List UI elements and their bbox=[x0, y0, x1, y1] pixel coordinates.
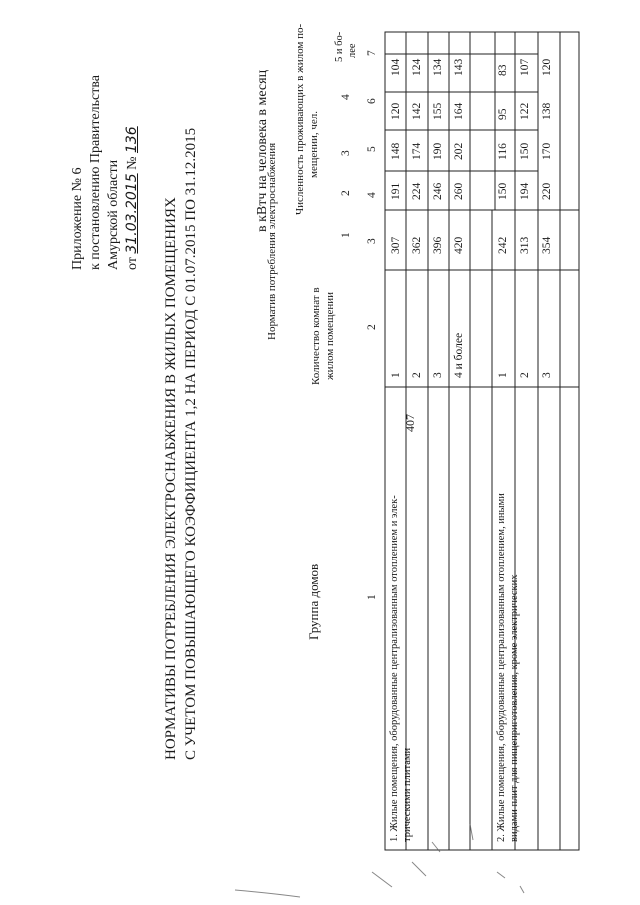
group-1-label-line-2: трическими плитами bbox=[402, 747, 413, 842]
value-cell: 122 bbox=[519, 102, 531, 120]
rooms-cell: 1 bbox=[497, 372, 509, 378]
group-1-label-line-1: 1. Жилые помещения, оборудованные централизованным отоплением и элек- bbox=[389, 495, 400, 842]
value-cell: 190 bbox=[432, 142, 444, 160]
rooms-cell: 3 bbox=[432, 372, 444, 378]
unit-label: в кВтч на человека в месяц bbox=[255, 69, 270, 232]
value-cell: 307 bbox=[390, 236, 402, 254]
value-cell: 396 bbox=[432, 236, 444, 254]
value-cell: 95 bbox=[497, 108, 509, 120]
col-index-5: 5 bbox=[366, 146, 378, 152]
col-index-1: 1 bbox=[366, 594, 378, 600]
header-residents-line-1: Численность проживающих в жилом по- bbox=[294, 23, 306, 215]
rooms-cell: 4 и более bbox=[453, 332, 465, 378]
value-cell: 420 bbox=[453, 236, 465, 254]
header-residents-line-2: мещении, чел. bbox=[308, 110, 320, 178]
value-cell: 191 bbox=[390, 182, 402, 200]
col-index-3: 3 bbox=[366, 238, 378, 244]
value-cell: 362 bbox=[411, 236, 423, 254]
value-cell: 134 bbox=[432, 58, 444, 76]
value-cell: 155 bbox=[432, 102, 444, 120]
appendix-date: 31.03.2015 bbox=[124, 173, 140, 254]
rooms-cell: 3 bbox=[541, 372, 553, 378]
appendix-line-2: к постановлению Правительства bbox=[88, 74, 103, 270]
rooms-cell: 1 bbox=[390, 372, 402, 378]
col-index-2: 2 bbox=[366, 324, 378, 330]
value-cell: 107 bbox=[519, 58, 531, 76]
value-cell: 313 bbox=[519, 236, 531, 254]
appendix-date-prefix: от bbox=[125, 257, 140, 270]
value-cell: 224 bbox=[411, 182, 423, 200]
value-cell: 116 bbox=[497, 143, 509, 160]
title-line-2: С УЧЕТОМ ПОВЫШАЮЩЕГО КОЭФФИЦИЕНТА 1,2 НА ПЕРИОД С 01.07.2015 ПО 31.12.2015 bbox=[183, 127, 199, 760]
value-cell: 202 bbox=[453, 142, 465, 160]
rooms-cell: 2 bbox=[411, 372, 423, 378]
people-5-line-1: 5 и бо- bbox=[334, 31, 345, 62]
value-cell: 246 bbox=[432, 182, 444, 200]
header-rooms-line-2: жилом помещении bbox=[324, 291, 336, 380]
value-cell: 260 bbox=[453, 182, 465, 200]
rooms-cell: 2 bbox=[519, 372, 531, 378]
value-cell: 120 bbox=[541, 58, 553, 76]
value-cell: 194 bbox=[519, 182, 531, 200]
value-cell: 354 bbox=[541, 236, 553, 254]
value-cell: 83 bbox=[497, 64, 509, 76]
appendix-number: 136 bbox=[124, 126, 140, 154]
value-cell: 150 bbox=[519, 142, 531, 160]
people-2: 2 bbox=[340, 190, 352, 196]
value-cell: 148 bbox=[390, 142, 402, 160]
appendix-line-3: Амурской области bbox=[106, 159, 121, 270]
appendix-number-sign: № bbox=[125, 156, 140, 170]
group-2-label-line-2: видами плит для пищеприготовления, кроме электрических bbox=[509, 574, 520, 842]
value-cell: 124 bbox=[411, 58, 423, 76]
value-cell: 150 bbox=[497, 182, 509, 200]
header-rooms-line-1: Количество комнат в bbox=[310, 287, 322, 385]
value-cell: 120 bbox=[390, 102, 402, 120]
appendix-line-1: Приложение № 6 bbox=[70, 167, 85, 270]
people-3: 3 bbox=[340, 150, 352, 156]
value-cell: 170 bbox=[541, 142, 553, 160]
group-2-label-line-1: 2. Жилые помещения, оборудованные централизованным отоплением, иными bbox=[496, 493, 507, 842]
col-index-4: 4 bbox=[366, 192, 378, 198]
page-number: 407 bbox=[403, 414, 417, 432]
people-1: 1 bbox=[340, 232, 352, 238]
header-norm: Норматив потребления электроснабжения bbox=[266, 142, 278, 340]
value-cell: 174 bbox=[411, 142, 423, 160]
value-cell: 142 bbox=[411, 102, 423, 120]
col-index-6: 6 bbox=[366, 98, 378, 104]
title-line-1: НОРМАТИВЫ ПОТРЕБЛЕНИЯ ЭЛЕКТРОСНАБЖЕНИЯ В ЖИЛЫХ ПОМЕЩЕНИЯХ bbox=[163, 197, 179, 760]
value-cell: 220 bbox=[541, 182, 553, 200]
value-cell: 242 bbox=[497, 236, 509, 254]
value-cell: 138 bbox=[541, 102, 553, 120]
col-index-7: 7 bbox=[366, 50, 378, 56]
value-cell: 104 bbox=[390, 58, 402, 76]
header-group: Группа домов bbox=[306, 563, 321, 640]
people-5-line-2: лее bbox=[347, 43, 358, 58]
value-cell: 143 bbox=[453, 58, 465, 76]
value-cell: 164 bbox=[453, 102, 465, 120]
people-4: 4 bbox=[340, 94, 352, 100]
